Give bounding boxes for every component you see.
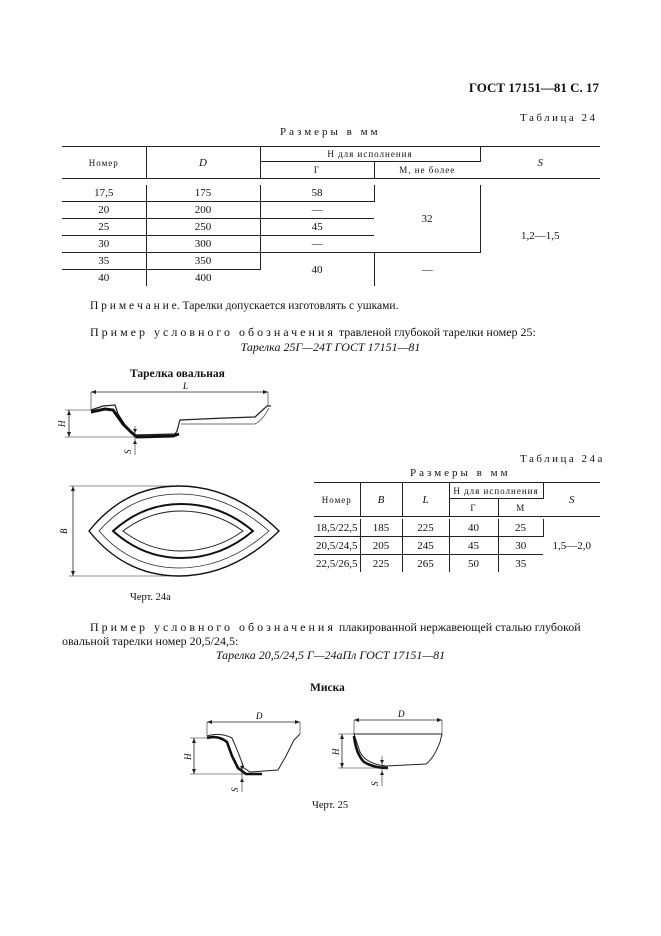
table24a-header-g: Г bbox=[449, 499, 498, 517]
table24a-header-m: М bbox=[516, 502, 526, 513]
table-cell: 205 bbox=[360, 537, 402, 555]
oval-outer-rim bbox=[89, 486, 279, 576]
table-cell: 225 bbox=[402, 519, 449, 537]
bowl-title: Миска bbox=[310, 682, 345, 694]
table24-header-m: М, не более bbox=[399, 165, 456, 175]
example2-text2: овальной тарелки номер 20,5/24,5: bbox=[62, 634, 239, 648]
table-cell: 265 bbox=[402, 555, 449, 573]
note: П р и м е ч а н и е. Тарелки допускается изготовлять с ушками. bbox=[90, 300, 399, 312]
table-cell: 22,5/26,5 bbox=[314, 555, 360, 573]
table-cell: 45 bbox=[260, 219, 374, 236]
dim-label-h: H bbox=[183, 753, 193, 760]
table24-header-g: Г bbox=[260, 162, 374, 179]
table-cell: 245 bbox=[402, 537, 449, 555]
table24a-header-nomer: Номер bbox=[314, 483, 360, 517]
example2-text: плакированной нержавеющей сталью глубокой bbox=[335, 620, 581, 634]
table-cell: 175 bbox=[146, 185, 260, 202]
bowl-drawing-2 bbox=[330, 708, 460, 788]
table-cell: 18,5/22,5 bbox=[314, 519, 360, 537]
oval-plate-section-drawing bbox=[55, 380, 295, 460]
example2 bbox=[90, 620, 581, 635]
table-cell: 25 bbox=[498, 519, 543, 537]
example1 bbox=[90, 325, 536, 340]
table24-m-group2: — bbox=[421, 263, 433, 276]
table-cell: 35 bbox=[515, 557, 527, 570]
dim-label-s: S bbox=[230, 787, 240, 792]
dim-label-h: H bbox=[331, 748, 341, 755]
table24-header-h: H для исполнения bbox=[260, 147, 480, 162]
table-cell: 350 bbox=[146, 253, 260, 270]
table-cell: 30 bbox=[62, 236, 146, 253]
example1-designation: Тарелка 25Г—24Т ГОСТ 17151—81 bbox=[240, 340, 421, 354]
table24-label: Таблица 24 bbox=[520, 112, 598, 124]
table-cell: 400 bbox=[195, 272, 212, 284]
table-cell: 20 bbox=[62, 202, 146, 219]
table-cell: 50 bbox=[449, 555, 498, 573]
table24-units: Размеры в мм bbox=[280, 126, 381, 138]
table24-s-value: 1,2—1,5 bbox=[521, 229, 560, 242]
table24a-header-h: H для исполнения bbox=[449, 483, 543, 499]
table24a-s-value: 1,5—2,0 bbox=[552, 539, 591, 552]
table-cell: 250 bbox=[146, 219, 260, 236]
table24a-header-l: L bbox=[402, 483, 449, 517]
table24a-units: Размеры в мм bbox=[410, 467, 511, 479]
page-header: ГОСТ 17151—81 С. 17 bbox=[468, 80, 599, 95]
example1-text: травленой глубокой тарелки номер 25: bbox=[335, 325, 536, 339]
bowl-profile bbox=[354, 734, 442, 766]
table-cell: 17,5 bbox=[62, 185, 146, 202]
dim-label-d: D bbox=[256, 711, 263, 721]
table-cell: 45 bbox=[449, 537, 498, 555]
table-cell: 40 bbox=[62, 270, 146, 287]
table-cell: 200 bbox=[146, 202, 260, 219]
oval-inner-rim bbox=[113, 504, 253, 558]
table-cell: 40 bbox=[260, 253, 374, 287]
table24 bbox=[62, 146, 600, 286]
dim-label-d: D bbox=[398, 709, 405, 719]
dim-label-s: S bbox=[370, 781, 380, 786]
example2-designation: Тарелка 20,5/24,5 Г—24аПл ГОСТ 17151—81 bbox=[215, 648, 446, 662]
table24-header-d: D bbox=[146, 147, 260, 179]
example1-lead: Пример условного обозначения bbox=[90, 325, 336, 339]
dim-label-b: B bbox=[59, 528, 69, 534]
oval-caption: Черт. 24а bbox=[130, 592, 171, 603]
oval-title: Тарелка овальная bbox=[130, 368, 225, 380]
bowl-drawing-1 bbox=[182, 708, 312, 798]
dim-label-l: L bbox=[183, 381, 189, 391]
table-cell: — bbox=[260, 236, 374, 253]
table-cell: — bbox=[260, 202, 374, 219]
table24-header-s: S bbox=[480, 147, 600, 179]
table-cell: 58 bbox=[260, 185, 374, 202]
oval-plate-top-drawing bbox=[55, 480, 295, 585]
table-cell: 40 bbox=[449, 519, 498, 537]
table-cell: 35 bbox=[62, 253, 146, 270]
table-cell: 25 bbox=[62, 219, 146, 236]
table-cell: 30 bbox=[498, 537, 543, 555]
table24a-label: Таблица 24а bbox=[520, 453, 605, 465]
table24a bbox=[314, 482, 600, 572]
dim-label-s: S bbox=[123, 449, 133, 454]
table-cell: 225 bbox=[360, 555, 402, 573]
table24a-header-b: B bbox=[360, 483, 402, 517]
example2-lead: Пример условного обозначения bbox=[90, 620, 336, 634]
table-cell: 185 bbox=[360, 519, 402, 537]
plate-profile-outer bbox=[91, 405, 271, 435]
table-cell: 20,5/24,5 bbox=[314, 537, 360, 555]
dim-label-h: H bbox=[57, 420, 67, 427]
bowl-caption: Черт. 25 bbox=[312, 800, 349, 811]
table24-m-group1: 32 bbox=[374, 185, 480, 253]
table24a-header-s: S bbox=[543, 483, 600, 517]
table-cell: 300 bbox=[146, 236, 260, 253]
table24-header-nomer: Номер bbox=[62, 147, 146, 179]
